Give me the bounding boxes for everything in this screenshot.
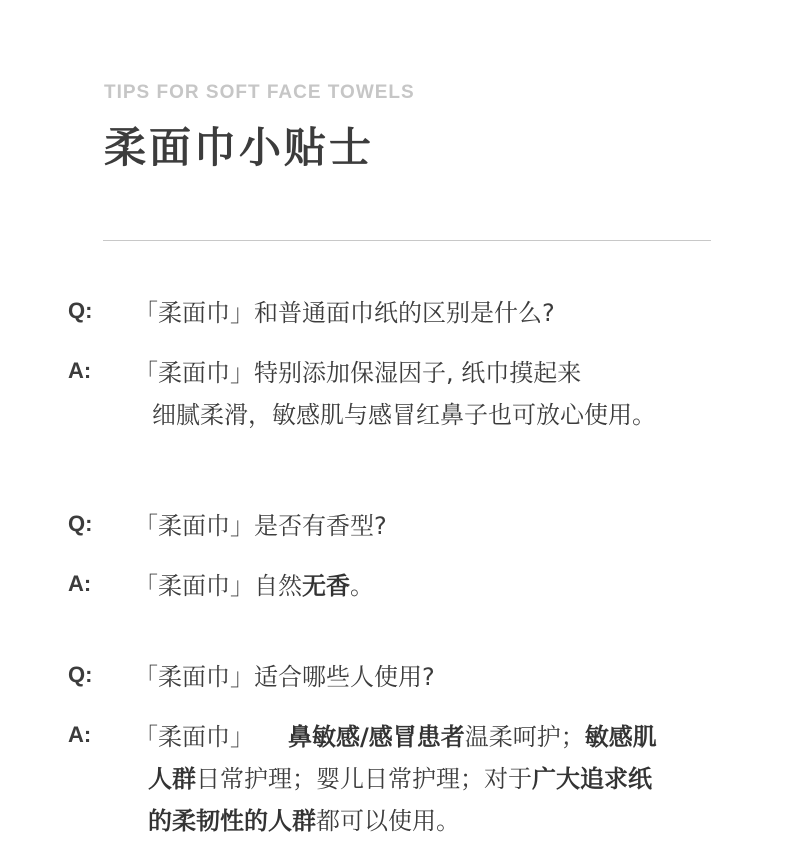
answer-text — [134, 565, 374, 607]
answer-line-3 — [134, 800, 657, 842]
answer-emphasis-5: 的柔韧性的人群 — [148, 807, 316, 835]
answer-label: A: — [68, 358, 92, 383]
question-text: 「柔面巾」是否有香型? — [134, 512, 387, 540]
answer-emphasis-1: 鼻敏感/感冒患者 — [288, 723, 465, 751]
answer-text-2: 日常护理；婴儿日常护理；对于 — [196, 765, 532, 793]
subtitle: TIPS FOR SOFT FACE TOWELS — [104, 82, 415, 103]
question-text: 「柔面巾」和普通面巾纸的区别是什么? — [134, 299, 555, 327]
answer-text-1: 温柔呵护； — [464, 723, 585, 751]
answer-text — [134, 716, 657, 842]
answer-suffix: 。 — [350, 572, 374, 600]
question-label: Q: — [68, 511, 93, 536]
answer-line-1: 「柔面巾」特别添加保湿因子, 纸巾摸起来 — [134, 359, 582, 387]
question-label: Q: — [68, 298, 93, 323]
question-label: Q: — [68, 662, 93, 687]
answer-label: A: — [68, 722, 92, 747]
page-title: 柔面巾小贴士 — [104, 123, 375, 172]
answer-text-3: 都可以使用。 — [316, 807, 460, 835]
answer-emphasis-4: 广大追求纸 — [532, 765, 652, 793]
question-text: 「柔面巾」适合哪些人使用? — [134, 663, 435, 691]
answer-emphasis-2: 敏感肌 — [584, 723, 657, 751]
answer-line-2: 细腻柔滑，敏感肌与感冒红鼻子也可放心使用。 — [152, 401, 656, 429]
answer-line-2 — [134, 758, 657, 800]
answer-prefix: 「柔面巾」自然 — [134, 572, 302, 600]
answer-label: A: — [68, 571, 92, 596]
divider — [103, 240, 711, 241]
answer-text — [134, 352, 656, 436]
answer-prefix: 「柔面巾」 — [134, 723, 254, 751]
answer-line-1 — [134, 723, 657, 751]
answer-emphasis-3: 人群 — [148, 765, 196, 793]
answer-emphasis: 无香 — [302, 572, 350, 600]
